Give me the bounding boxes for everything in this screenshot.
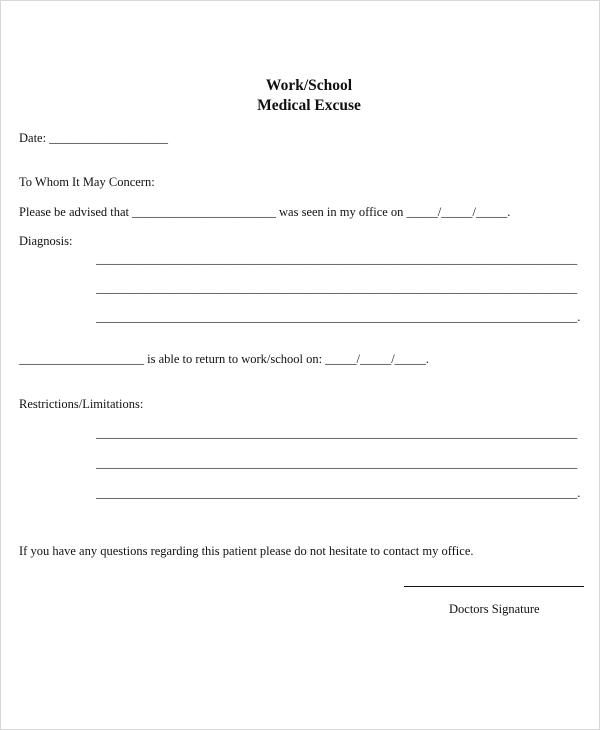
restrictions-line: _____________________________________________________________________________ <box>96 426 578 440</box>
document-title-line-2: Medical Excuse <box>257 97 361 114</box>
diagnosis-line: _____________________________________________________________________________ <box>96 281 578 295</box>
diagnosis-label: Diagnosis: <box>19 234 73 248</box>
return-line: ____________________ is able to return to work/school on: _____/_____/_____. <box>19 352 430 366</box>
salutation: To Whom It May Concern: <box>19 175 155 189</box>
restrictions-label: Restrictions/Limitations: <box>19 397 144 411</box>
restrictions-line: _____________________________________________________________________________. <box>96 486 581 500</box>
signature-line <box>404 586 584 587</box>
advised-line: Please be advised that _______________________ was seen in my office on _____/_____/_____. <box>19 205 511 219</box>
date-line: Date: ___________________ <box>19 131 168 145</box>
document-title-line-1: Work/School <box>265 77 353 94</box>
restrictions-line: _____________________________________________________________________________ <box>96 456 578 470</box>
questions-line: If you have any questions regarding this patient please do not hesitate to contact my office. <box>19 544 474 558</box>
signature-label: Doctors Signature <box>449 602 540 616</box>
diagnosis-line: _____________________________________________________________________________ <box>96 252 578 266</box>
diagnosis-line: _____________________________________________________________________________. <box>96 310 581 324</box>
